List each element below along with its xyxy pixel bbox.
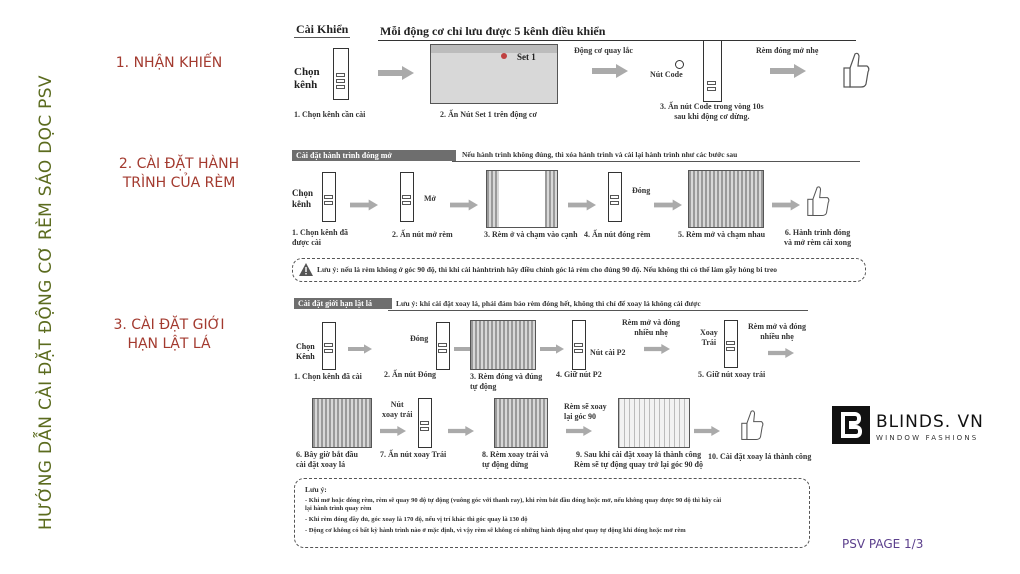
s3-rem-mo2-line1: Rèm mở và đóng <box>748 322 806 331</box>
vertical-title-text: HƯỚNG DẪN CÀI ĐẶT ĐỘNG CƠ RÈM SÁO DỌC <box>36 114 56 530</box>
s3-cap3-line1: 3. Rèm đóng và đúng <box>470 372 543 381</box>
step-2-line1: 2. CÀI ĐẶT HÀNH <box>118 156 240 172</box>
s3-curtain-4 <box>618 398 690 448</box>
s2-cap6-line1: 6. Hành trình đóng <box>784 228 851 237</box>
logo-mark-icon <box>832 406 870 444</box>
vertical-title <box>36 75 56 530</box>
s2-arrow-5 <box>772 198 800 212</box>
s3-cap8 <box>482 450 548 470</box>
notes-title: Lưu ý: <box>305 485 327 494</box>
s1-header-right: Mỗi động cơ chỉ lưu được 5 kênh điều khiển <box>380 24 606 38</box>
s1-arrow-3 <box>770 64 806 78</box>
s2-dong: Đóng <box>632 186 651 195</box>
s1-cap3-line2: sau khi động cơ dừng. <box>674 112 750 121</box>
s2-chon: Chọn <box>292 188 314 198</box>
s3-curtain-2 <box>312 398 372 448</box>
code-button-icon <box>675 60 684 69</box>
s2-bar: Cài đặt hành trình đóng mở <box>292 150 456 161</box>
s1-chon-kenh <box>294 66 320 92</box>
s1-arrow-1 <box>378 66 414 80</box>
s1-motor-shake: Động cơ quay lắc <box>574 46 633 55</box>
page-number: PSV PAGE 1/3 <box>842 537 924 551</box>
s1-motor-box <box>430 44 558 104</box>
s3-cap9-line2: Rèm sẽ tự động quay trở lại góc 90 độ <box>574 460 704 469</box>
step-2-line2: TRÌNH CỦA RÈM <box>122 175 236 191</box>
step-2-heading <box>104 155 254 193</box>
s3-cap1: 1. Chọn kênh đã cài <box>294 372 362 381</box>
s1-arrow-2 <box>592 64 628 78</box>
s1-underline <box>294 37 350 38</box>
s3-nut-xoay <box>382 400 412 420</box>
s1-chon: Chọn <box>294 66 320 78</box>
s3-arrow-5 <box>768 346 794 360</box>
s3-thumbs-up-icon <box>740 408 764 442</box>
s2-remote-3 <box>608 172 622 222</box>
s3-arrow-3 <box>540 342 564 356</box>
s3-cap10: 10. Cài đặt xoay lá thành công <box>708 452 812 461</box>
s1-nut-code: Nút Code <box>650 70 683 79</box>
s2-arrow-1 <box>350 198 378 212</box>
s3-remote-5 <box>418 398 432 448</box>
s3-rem-mo-line2: nhiều nhẹ <box>634 328 668 337</box>
s2-cap3: 3. Rèm ở và chạm vào cạnh <box>484 230 578 239</box>
s2-note-top: Nếu hành trình không đúng, thì xóa hành trình và cài lại hành trình như các bước sau <box>462 150 738 159</box>
s1-remote <box>333 48 349 100</box>
s2-curtain-open <box>486 170 558 228</box>
s3-cap3 <box>470 372 542 392</box>
s3-rem-se <box>564 402 607 422</box>
notes-line-1: - Khi mở hoặc đóng rèm, rèm sẽ quay 90 độ tự động (vuông góc với thanh ray), khi rèm bắt đầu đóng hoặc mở, nếu không quay được 90 độ thì hãy cài <box>305 497 722 504</box>
s2-remote-2 <box>400 172 414 222</box>
s3-curtain-1 <box>470 320 536 370</box>
warning-icon <box>299 263 313 276</box>
s2-thumbs-up-icon <box>806 184 830 218</box>
step-3-heading <box>104 316 234 354</box>
s1-cap3 <box>660 102 764 122</box>
step-3-line2: HẠN LẬT LÁ <box>127 336 211 352</box>
s2-arrow-3 <box>568 198 596 212</box>
s3-nut-xoay-line1: Nút <box>390 400 404 409</box>
s2-mo: Mở <box>424 194 436 203</box>
s3-rem-se-line2: lại góc 90 <box>564 412 596 421</box>
s3-note-top: Lưu ý: khi cài đặt xoay lá, phải đảm bảo rèm đóng hết, không thì chỉ để xoay lá không cài được <box>396 299 701 308</box>
s3-rem-mo-2 <box>748 322 806 342</box>
s3-xoay-trai-line2: Trái <box>701 338 717 347</box>
s3-cap8-line2: tự động dừng <box>482 460 529 469</box>
notes-line-4: - Động cơ không có bất kỳ hành trình nào ở mặc định, vì vậy rèm sẽ không có những hành động như quay tự động khi đóng hoặc mở rèm <box>305 527 686 534</box>
s3-rem-mo <box>622 318 680 338</box>
step-1-heading: 1. NHẬN KHIẾN <box>115 55 223 71</box>
s3-arrow-6 <box>380 424 406 438</box>
s3-remote-2 <box>436 322 450 370</box>
s3-kenh: Kênh <box>296 352 315 361</box>
notes-box <box>294 478 810 548</box>
s3-dong: Đóng <box>410 334 429 343</box>
s3-xoay-trai-line1: Xoay <box>700 328 718 337</box>
s3-xoay-trai <box>700 328 718 348</box>
s3-bar: Cài đặt giới hạn lật lá <box>294 298 392 309</box>
s2-warning-text: Lưu ý: nếu là rèm không ở góc 90 độ, thì khi cài hànhtrình hãy điều chỉnh góc lá rèm cho đúng 90 độ. Nếu không thì có thể làm gẫy hỏng bi treo <box>317 265 778 274</box>
vertical-title-accent: PSV <box>36 75 56 109</box>
s2-chon-kenh <box>292 188 313 210</box>
s3-curtain-3 <box>494 398 548 448</box>
s2-cap1 <box>292 228 348 248</box>
s3-cap3-line2: tự động <box>470 382 497 391</box>
step-3-line1: 3. CÀI ĐẶT GIỚI <box>113 317 225 333</box>
s2-cap5: 5. Rèm mở và chạm nhau <box>678 230 766 239</box>
s2-cap6-line2: và mở rèm cài xong <box>784 238 852 247</box>
s2-kenh: kênh <box>292 199 312 209</box>
s3-rem-mo-line1: Rèm mở và đóng <box>622 318 680 327</box>
s2-rule <box>452 161 860 162</box>
s3-cap4: 4. Giữ nút P2 <box>556 370 602 379</box>
notes-line-3: - Khi rèm đóng đầy đủ, góc xoay là 170 độ, nếu vị trí khác thì góc quay là 130 độ <box>305 516 528 523</box>
s2-remote-1 <box>322 172 336 222</box>
s2-cap2: 2. Ấn nút mở rèm <box>392 230 453 239</box>
s3-cap2: 2. Ấn nút Đóng <box>384 370 437 379</box>
s2-cap4: 4. Ấn nút đóng rèm <box>584 230 651 239</box>
s1-rem-dong-mo: Rèm đóng mở nhẹ <box>756 46 819 55</box>
s2-curtain-closed <box>688 170 764 228</box>
s3-chon: Chọn <box>296 342 315 351</box>
s3-cap9-line1: 9. Sau khi cài đặt xoay lá thành công <box>575 450 702 459</box>
s1-set-label: Set 1 <box>517 52 536 62</box>
s3-rule <box>388 310 808 311</box>
s3-arrow-9 <box>694 424 720 438</box>
s3-arrow-7 <box>448 424 474 438</box>
s2-cap1-line1: 1. Chọn kênh đã <box>292 228 349 237</box>
s3-arrow-4 <box>644 342 670 356</box>
logo-brand: BLINDS. VN <box>876 412 984 432</box>
s3-chon-kenh <box>296 342 315 362</box>
set-dot-icon <box>501 53 507 59</box>
s1-cap1: 1. Chọn kênh cần cài <box>294 110 366 119</box>
s3-cap6-line2: cài đặt xoay lá <box>296 460 346 469</box>
s1-thumbs-up-icon <box>842 50 870 90</box>
s1-cap2: 2. Ấn Nút Set 1 trên động cơ <box>440 110 537 119</box>
s3-nut-p2: Nút cài P2 <box>590 348 626 357</box>
notes-line-2: lại hành trình quay rèm <box>305 505 372 512</box>
notes-body <box>305 497 801 535</box>
logo-tagline: WINDOW FASHIONS <box>876 434 979 442</box>
s2-arrow-2 <box>450 198 478 212</box>
s3-cap6-line1: 6. Bây giờ bắt đầu <box>296 450 358 459</box>
s3-cap8-line1: 8. Rèm xoay trái và <box>482 450 549 459</box>
s3-remote-3 <box>572 320 586 370</box>
s1-header-rule <box>378 40 856 41</box>
s3-rem-se-line1: Rèm sẽ xoay <box>564 402 607 411</box>
s1-header-left: Cài Khiển <box>296 22 349 36</box>
s2-arrow-4 <box>654 198 682 212</box>
s3-nut-xoay-line2: xoay trái <box>382 410 413 419</box>
s3-remote-4 <box>724 320 738 368</box>
s3-remote-1 <box>322 322 336 370</box>
s3-cap7: 7. Ấn nút xoay Trái <box>380 450 447 459</box>
s2-cap6 <box>784 228 851 248</box>
s1-kenh: kênh <box>294 79 318 91</box>
s3-arrow-8 <box>566 424 592 438</box>
s3-cap6 <box>296 450 358 470</box>
s3-arrow-1 <box>348 342 372 356</box>
s3-cap5: 5. Giữ nút xoay trái <box>698 370 766 379</box>
s2-cap1-line2: được cài <box>292 238 322 247</box>
s3-rem-mo2-line2: nhiều nhẹ <box>760 332 794 341</box>
s1-cap3-line1: 3. Ấn nút Code trong vòng 10s <box>660 102 764 111</box>
s1-remote-2 <box>703 40 722 102</box>
s3-cap9 <box>574 450 703 470</box>
s2-warning-box <box>292 258 866 282</box>
